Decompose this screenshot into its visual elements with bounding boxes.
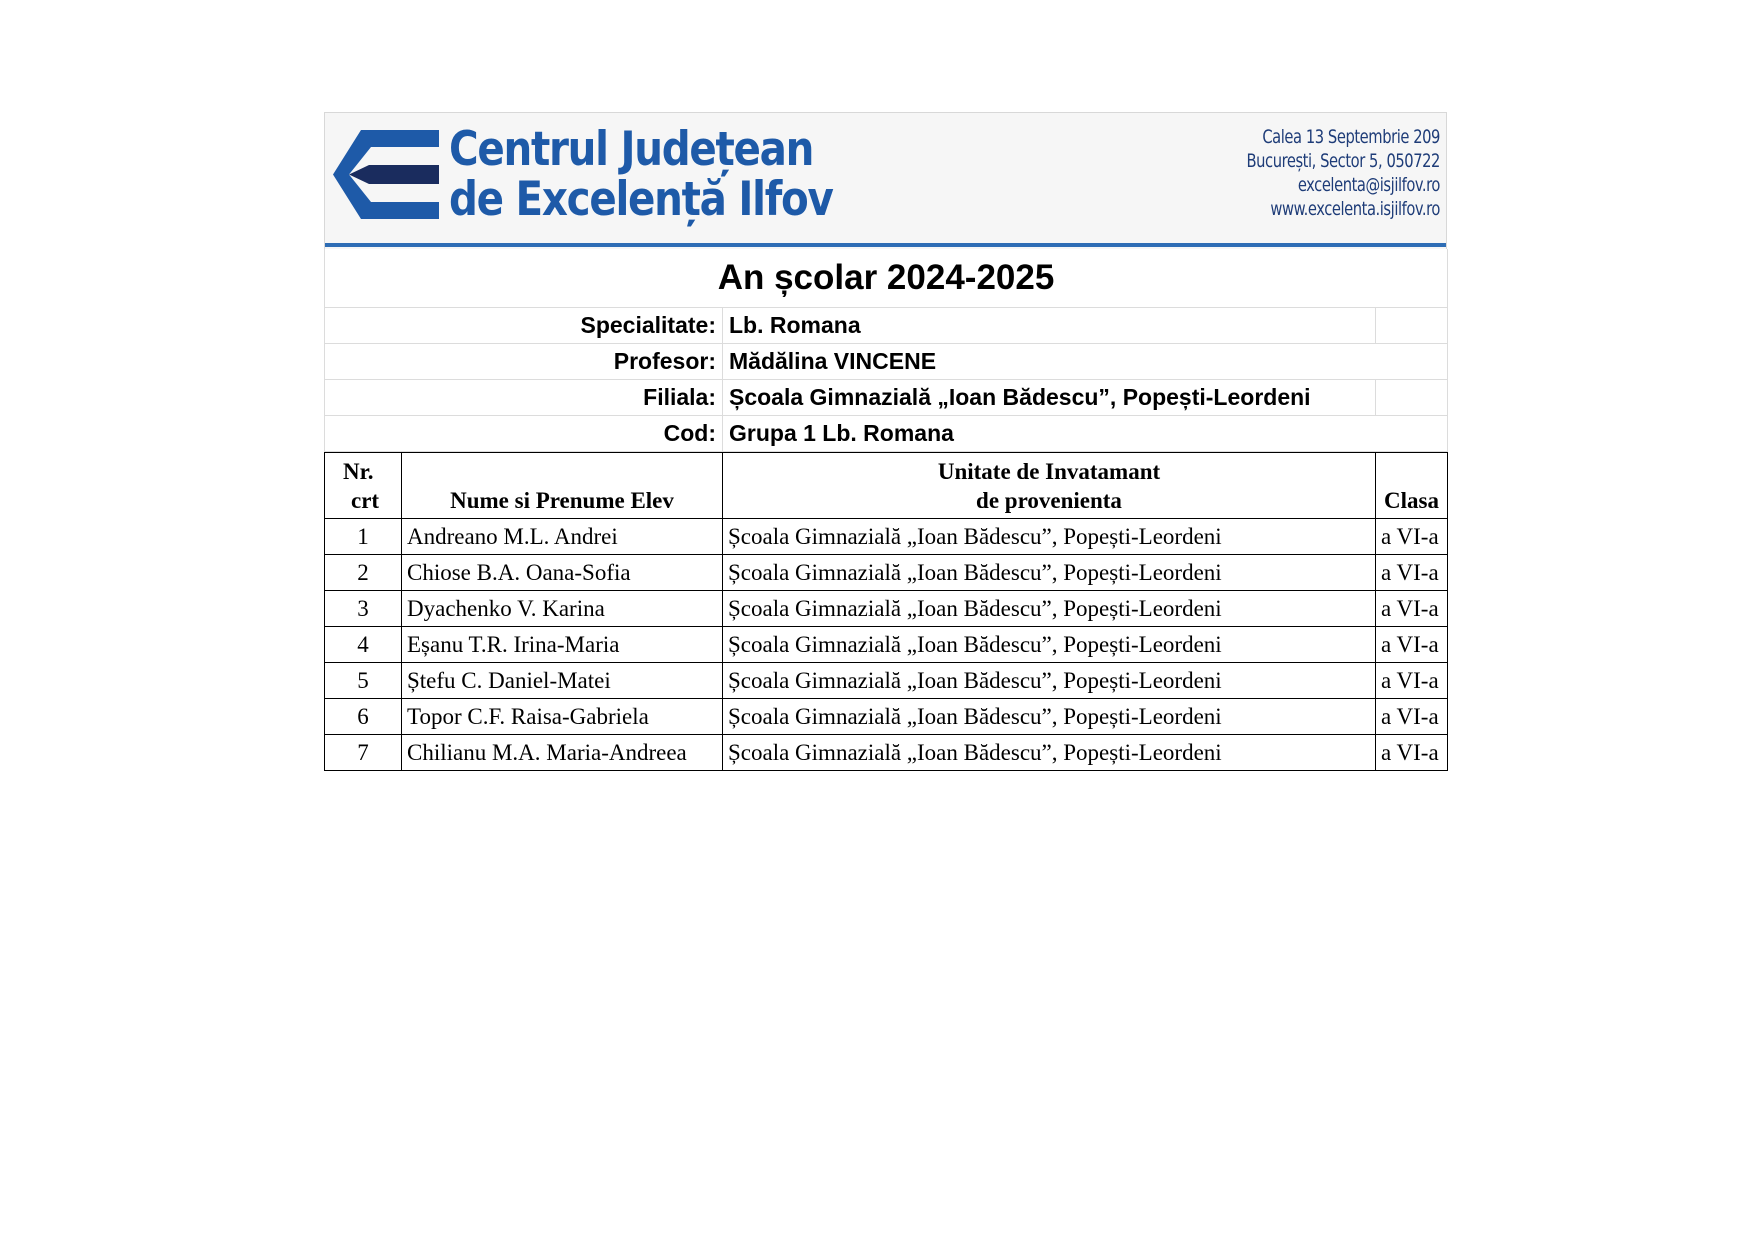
meta-label: Profesor: — [325, 344, 723, 380]
cell-nr: 4 — [325, 627, 402, 663]
cell-clasa: a VI-a — [1376, 735, 1448, 771]
header-clasa: Clasa — [1376, 453, 1448, 519]
cell-clasa: a VI-a — [1376, 555, 1448, 591]
table-row — [325, 735, 1448, 771]
table-row — [325, 699, 1448, 735]
meta-label: Cod: — [325, 416, 723, 452]
logo-text — [449, 122, 833, 227]
cell-nr: 7 — [325, 735, 402, 771]
cell-clasa: a VI-a — [1376, 627, 1448, 663]
document-sheet — [324, 112, 1447, 771]
meta-row-profesor — [325, 344, 1448, 380]
cell-nr: 2 — [325, 555, 402, 591]
cell-name: Ștefu C. Daniel-Matei — [402, 663, 723, 699]
cell-name: Chiose B.A. Oana-Sofia — [402, 555, 723, 591]
cell-name: Dyachenko V. Karina — [402, 591, 723, 627]
cell-name: Eșanu T.R. Irina-Maria — [402, 627, 723, 663]
cell-school: Școala Gimnazială „Ioan Bădescu”, Popești-Leordeni — [723, 591, 1376, 627]
table-body — [325, 519, 1448, 771]
header-nr-line2: crt — [351, 488, 380, 513]
cell-nr: 3 — [325, 591, 402, 627]
meta-label: Specialitate: — [325, 308, 723, 344]
meta-row-cod — [325, 416, 1448, 452]
header-nr — [325, 453, 402, 519]
meta-value: Grupa 1 Lb. Romana — [723, 416, 1448, 452]
cell-clasa: a VI-a — [1376, 591, 1448, 627]
cell-clasa: a VI-a — [1376, 663, 1448, 699]
students-table — [324, 452, 1448, 771]
cell-clasa: a VI-a — [1376, 699, 1448, 735]
cell-clasa: a VI-a — [1376, 519, 1448, 555]
meta-empty-cell — [1376, 308, 1448, 344]
table-header-row — [325, 453, 1448, 519]
letterhead — [324, 112, 1447, 249]
cell-nr: 6 — [325, 699, 402, 735]
meta-label: Filiala: — [325, 380, 723, 416]
cell-nr: 1 — [325, 519, 402, 555]
meta-row-filiala — [325, 380, 1448, 416]
header-divider — [325, 243, 1446, 247]
cell-school: Școala Gimnazială „Ioan Bădescu”, Popești-Leordeni — [723, 663, 1376, 699]
header-school-line2: de provenienta — [976, 488, 1122, 513]
cell-school: Școala Gimnazială „Ioan Bădescu”, Popești-Leordeni — [723, 627, 1376, 663]
cell-nr: 5 — [325, 663, 402, 699]
meta-value: Mădălina VINCENE — [723, 344, 1448, 380]
contact-block — [1247, 125, 1440, 221]
table-row — [325, 519, 1448, 555]
contact-address: Calea 13 Septembrie 209 — [1262, 126, 1440, 148]
page-title: An școlar 2024-2025 — [325, 249, 1448, 308]
contact-email: excelenta@isjilfov.ro — [1297, 174, 1440, 196]
meta-empty-cell — [1376, 380, 1448, 416]
cell-school: Școala Gimnazială „Ioan Bădescu”, Popești-Leordeni — [723, 699, 1376, 735]
table-row — [325, 591, 1448, 627]
header-school — [723, 453, 1376, 519]
table-row — [325, 627, 1448, 663]
header-name: Nume si Prenume Elev — [402, 453, 723, 519]
table-row — [325, 555, 1448, 591]
meta-value: Lb. Romana — [723, 308, 1376, 344]
logo-c-icon — [331, 127, 441, 222]
header-school-line1: Unitate de Invatamant — [937, 459, 1161, 484]
cell-school: Școala Gimnazială „Ioan Bădescu”, Popești-Leordeni — [723, 519, 1376, 555]
cell-name: Andreano M.L. Andrei — [402, 519, 723, 555]
meta-table — [324, 249, 1448, 452]
contact-city: București, Sector 5, 050722 — [1246, 150, 1440, 172]
header-nr-line1: Nr. — [343, 459, 374, 484]
logo-line-2: de Excelență Ilfov — [449, 172, 833, 227]
cell-school: Școala Gimnazială „Ioan Bădescu”, Popești-Leordeni — [723, 555, 1376, 591]
meta-value: Școala Gimnazială „Ioan Bădescu”, Popești-Leordeni — [723, 380, 1376, 416]
contact-website: www.excelenta.isjilfov.ro — [1270, 198, 1440, 220]
table-row — [325, 663, 1448, 699]
cell-name: Topor C.F. Raisa-Gabriela — [402, 699, 723, 735]
logo-line-1: Centrul Județean — [449, 122, 814, 177]
cell-school: Școala Gimnazială „Ioan Bădescu”, Popești-Leordeni — [723, 735, 1376, 771]
meta-row-specialitate — [325, 308, 1448, 344]
cell-name: Chilianu M.A. Maria-Andreea — [402, 735, 723, 771]
